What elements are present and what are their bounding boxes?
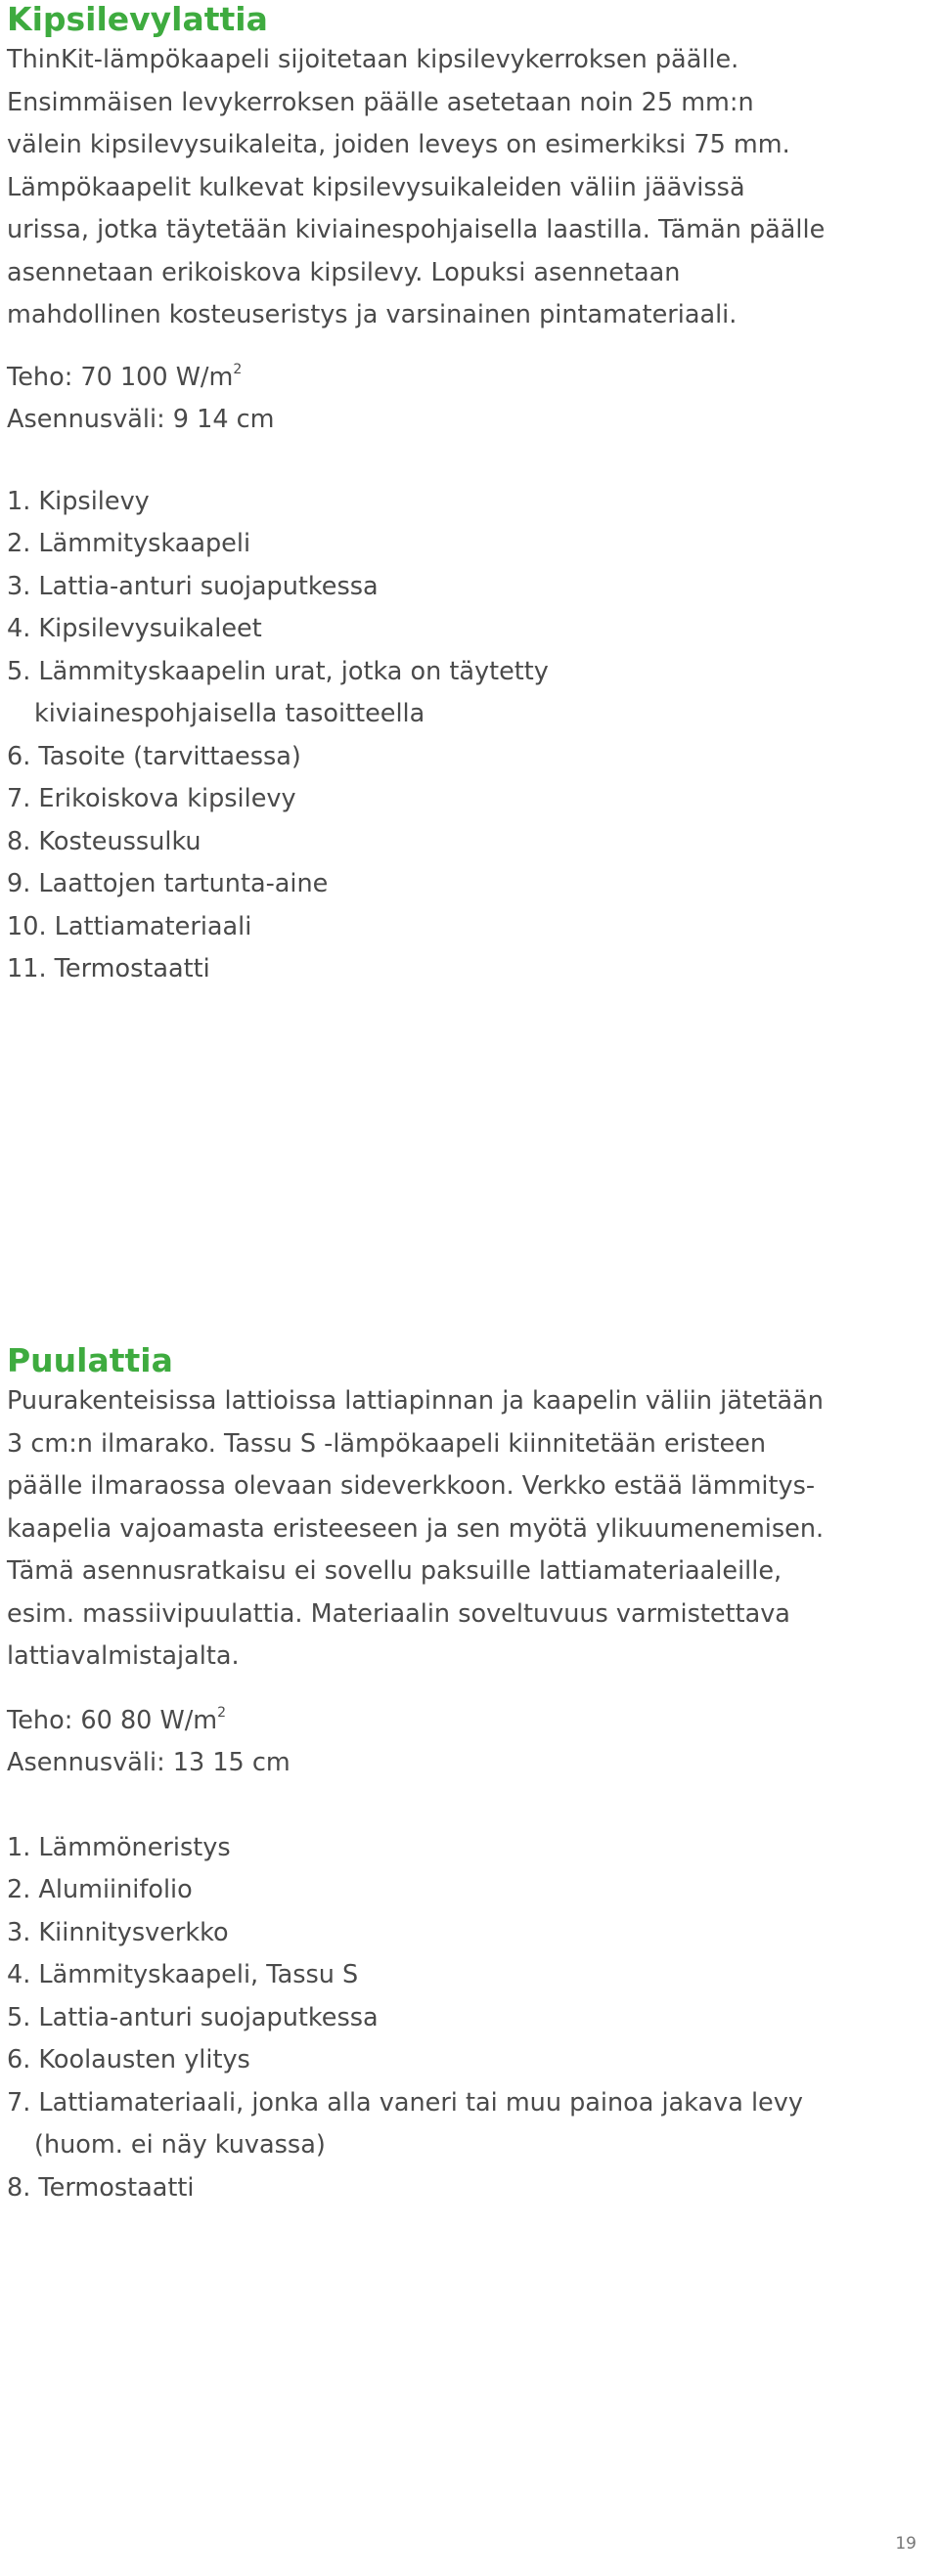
list-item: 9. Laattojen tartunta-aine xyxy=(7,869,329,898)
list-item: 6. Koolausten ylitys xyxy=(7,2045,250,2074)
paragraph-line: urissa, jotka täytetään kiviainespohjaisella laastilla. Tämän päälle xyxy=(7,215,826,244)
section-kipsilevylattia xyxy=(7,0,926,991)
list-item: 8. Termostaatti xyxy=(7,2172,195,2203)
paragraph-line: Puurakenteisissa lattioissa lattiapinnan ja kaapelin väliin jätetään xyxy=(7,1386,824,1416)
paragraph-line: päälle ilmaraossa olevaan sideverkkoon. Verkko estää lämmitys- xyxy=(7,1471,816,1501)
list-item: 6. Tasoite (tarvittaessa) xyxy=(7,741,301,771)
list-item: 10. Lattiamateriaali xyxy=(7,911,252,941)
section-heading: Kipsilevylattia xyxy=(7,0,268,38)
paragraph-line: Lämpökaapelit kulkevat kipsilevysuikaleiden väliin jäävissä xyxy=(7,172,745,202)
paragraph-line: esim. massiivipuulattia. Materiaalin soveltuvuus varmistettava xyxy=(7,1598,790,1629)
paragraph-line: asennetaan erikoiskova kipsilevy. Lopuksi asennetaan xyxy=(7,257,681,287)
power-spec: Teho: 70 100 $W/m^2$ xyxy=(7,361,243,392)
list-item: 7. Lattiamateriaali, jonka alla vaneri tai muu painoa jakava levy xyxy=(7,2087,803,2118)
paragraph-line: Tämä asennusratkaisu ei sovellu paksuille lattiamateriaaleille, xyxy=(7,1556,782,1586)
paragraph-line: ThinKit-lämpökaapeli sijoitetaan kipsilevykerroksen päälle. xyxy=(7,45,739,74)
section-puulattia xyxy=(7,1341,926,2209)
list-item: 1. Lämmöneristys xyxy=(7,1832,231,1862)
list-item: 4. Lämmityskaapeli, Tassu S xyxy=(7,1960,359,1989)
list-item: 1. Kipsilevy xyxy=(7,486,150,516)
component-list xyxy=(7,481,926,991)
list-item: 11. Termostaatti xyxy=(7,954,210,983)
list-item-continuation: kiviainespohjaisella tasoitteella xyxy=(34,699,425,728)
list-item: 5. Lattia-anturi suojaputkessa xyxy=(7,2002,379,2032)
paragraph-line: lattiavalmistajalta. xyxy=(7,1641,240,1671)
paragraph-line: 3 cm:n ilmarako. Tassu S -lämpökaapeli kiinnitetään eristeen xyxy=(7,1428,767,1459)
section-paragraph xyxy=(7,1380,926,1679)
list-item: 2. Lämmityskaapeli xyxy=(7,529,251,558)
list-item: 3. Kiinnitysverkko xyxy=(7,1917,229,1947)
list-item: 3. Lattia-anturi suojaputkessa xyxy=(7,571,379,601)
list-item-continuation: (huom. ei näy kuvassa) xyxy=(34,2130,326,2160)
paragraph-line: välein kipsilevysuikaleita, joiden leveys on esimerkiksi 75 mm. xyxy=(7,130,790,159)
list-item: 5. Lämmityskaapelin urat, jotka on täytetty xyxy=(7,656,549,686)
page-number: 19 xyxy=(895,2534,917,2554)
paragraph-line: kaapelia vajoamasta eristeeseen ja sen myötä ylikuumenemisen. xyxy=(7,1513,825,1544)
power-spec: Teho: 60 80 $W/m^2$ xyxy=(7,1704,227,1735)
paragraph-line: Ensimmäisen levykerroksen päälle asetetaan noin 25 mm:n xyxy=(7,87,754,117)
list-item: 7. Erikoiskova kipsilevy xyxy=(7,784,296,813)
component-list xyxy=(7,1827,926,2210)
spacing-spec: Asennusväli: 13 15 cm xyxy=(7,1748,291,1777)
list-item: 4. Kipsilevysuikaleet xyxy=(7,614,262,643)
list-item: 2. Alumiinifolio xyxy=(7,1875,193,1904)
section-heading: Puulattia xyxy=(7,1341,173,1379)
spacing-spec: Asennusväli: 9 14 cm xyxy=(7,405,275,434)
paragraph-line: mahdollinen kosteuseristys ja varsinainen pintamateriaali. xyxy=(7,300,738,329)
section-paragraph xyxy=(7,39,926,337)
list-item: 8. Kosteussulku xyxy=(7,826,201,856)
